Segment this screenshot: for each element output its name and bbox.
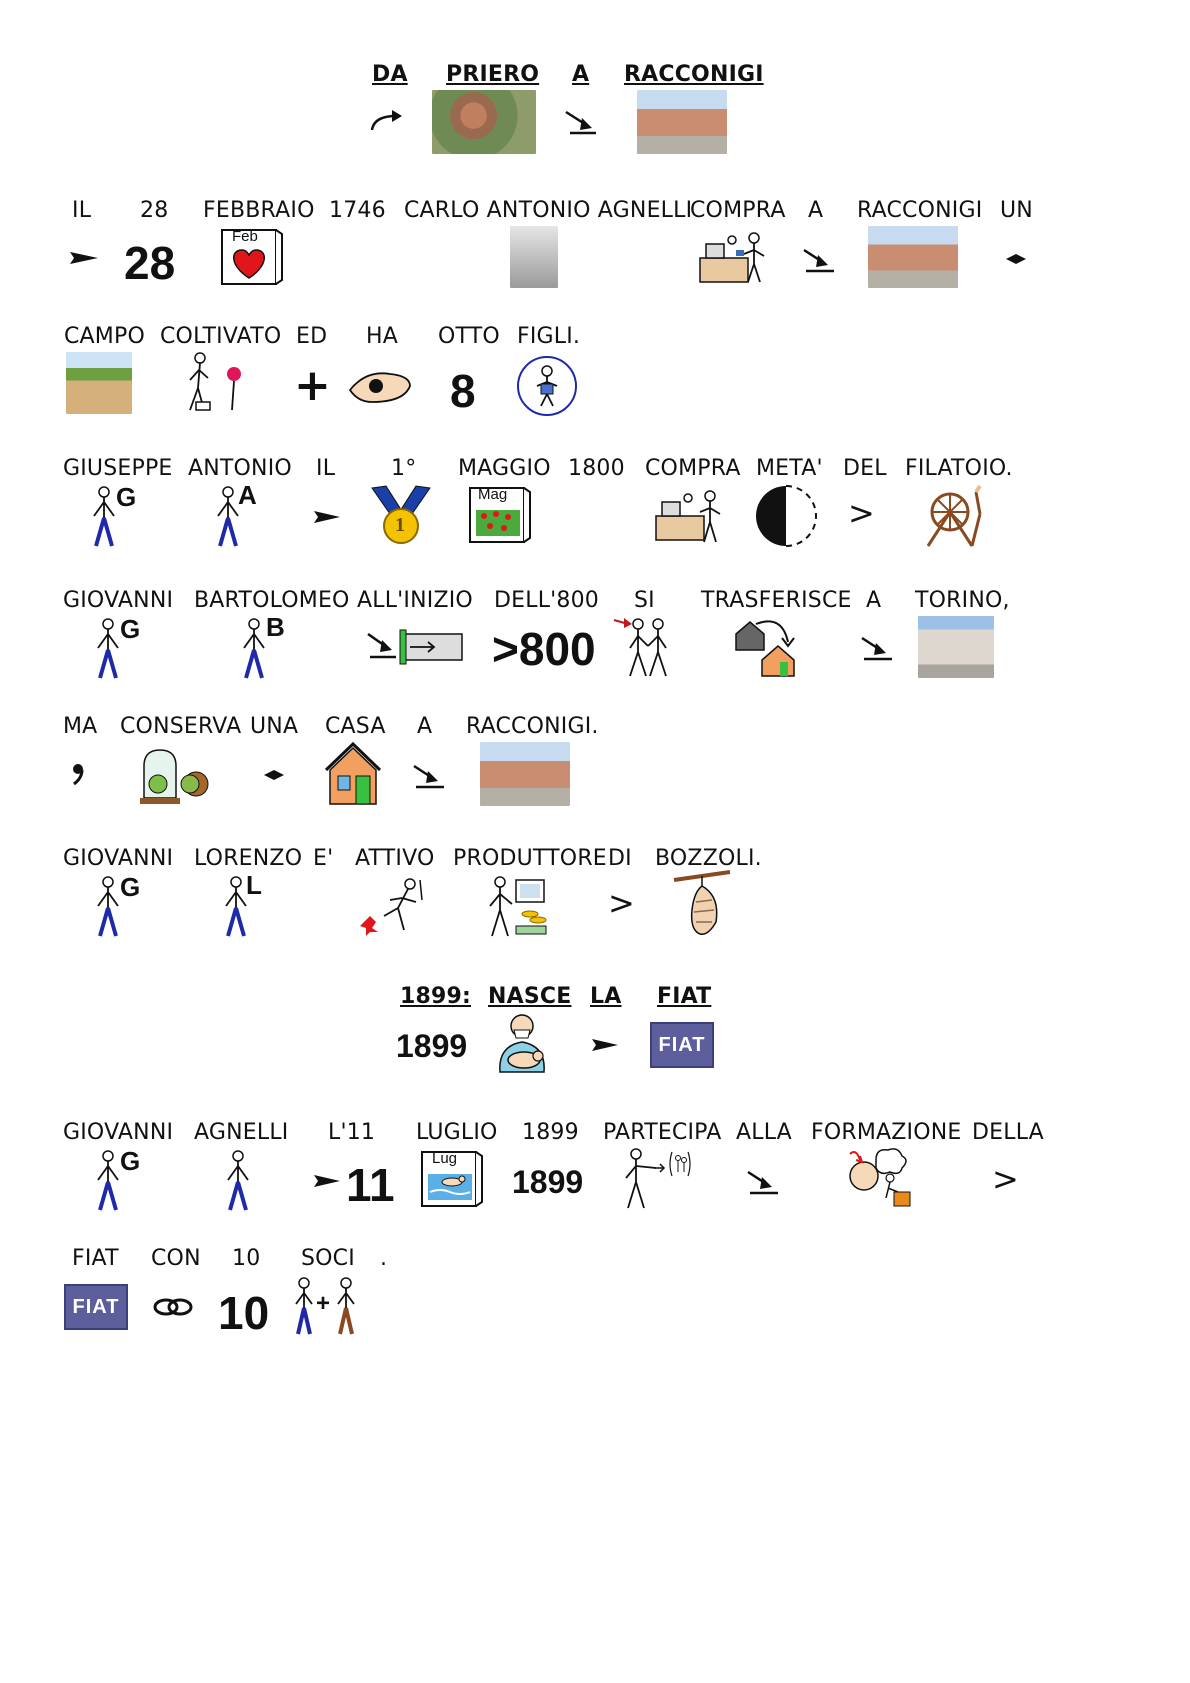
word: ALL'INIZIO [357,588,473,613]
of-marker-icon: > [608,884,635,922]
word: SOCI [301,1246,355,1271]
word: 1800 [568,456,625,481]
word: GIOVANNI [63,1120,174,1145]
plus-icon: + [294,360,331,411]
word: MAGGIO [458,456,551,481]
to-arrow-icon [800,246,836,274]
of-the-marker-icon: > [848,494,875,532]
number-800: >800 [492,623,596,675]
reflexive-si-icon [610,614,680,680]
number-28: 28 [124,237,176,289]
word: PRODUTTORE [453,846,607,871]
active-running-icon [358,876,428,936]
number-10: 10 [218,1287,270,1339]
person-a-icon: A [210,484,266,548]
word: BARTOLOMEO [194,588,350,613]
word: GIUSEPPE [63,456,173,481]
word: . [380,1246,388,1271]
title-word: RACCONIGI [624,62,764,87]
priero-photo [432,90,536,154]
word: FIGLI. [517,324,581,349]
person-icon [220,1148,260,1212]
word: CONSERVA [120,714,242,739]
from-arrow-icon [366,104,406,134]
word: OTTO [438,324,500,349]
buy-counter-icon [698,230,768,286]
word: BOZZOLI. [655,846,762,871]
house-icon [320,740,386,806]
comma-but-icon [70,762,86,786]
title-word: 1899: [400,984,472,1009]
participate-icon [620,1146,694,1210]
racconigi-photo [480,742,570,806]
torino-palace-photo [918,616,994,678]
word: GIOVANNI [63,588,174,613]
grow-flower-icon [180,350,250,416]
fiat-logo: FIAT [64,1284,128,1330]
word: ED [296,324,328,349]
word: COLTIVATO [160,324,282,349]
word: COMPRA [690,198,786,223]
to-arrow-icon [744,1168,780,1196]
article-pointer-icon [68,248,100,268]
word: FIAT [72,1246,119,1271]
person-l-icon: L [218,874,274,938]
first-medal-icon: 1 [368,484,434,548]
at-beginning-icon [364,628,464,666]
calendar-may-icon: Mag [468,484,532,546]
word: 1746 [329,198,386,223]
article-pointer-icon [312,1172,342,1190]
word: 1899 [522,1120,579,1145]
agnelli-portrait-photo [510,226,558,288]
preserve-jar-icon [138,746,210,806]
calendar-feb-icon: Feb [220,226,282,286]
word: AGNELLI [194,1120,289,1145]
word: LORENZO [194,846,303,871]
title-word: NASCE [488,984,572,1009]
word: IL [72,198,92,223]
year-1899: 1899 [512,1164,584,1200]
of-the-marker-icon: > [992,1160,1019,1198]
word: 28 [140,198,169,223]
article-pointer-icon [590,1036,620,1054]
word: TORINO, [915,588,1010,613]
number-8: 8 [450,365,476,417]
word: ANTONIO [188,456,292,481]
born-baby-icon [494,1012,552,1076]
word: RACCONIGI [857,198,983,223]
word: A [417,714,433,739]
word: FORMAZIONE [811,1120,962,1145]
word: A [808,198,824,223]
word: COMPRA [645,456,741,481]
half-circle-icon [752,484,820,548]
spinning-wheel-icon [922,484,988,548]
word: UN [1000,198,1033,223]
word: HA [366,324,398,349]
word: CON [151,1246,201,1271]
word: DI [608,846,632,871]
word: A [866,588,882,613]
move-house-icon [732,614,800,678]
racconigi-photo [868,226,958,288]
to-arrow-icon [562,108,600,136]
title-word: LA [590,984,622,1009]
word: SI [634,588,655,613]
word: CAMPO [64,324,145,349]
calendar-july-icon: Lug [420,1148,484,1210]
to-arrow-icon [410,762,446,790]
title-word: A [572,62,590,87]
word: FILATOIO. [905,456,1013,481]
person-g-icon: G [90,1148,146,1212]
field-photo [66,352,132,414]
title-word: PRIERO [446,62,540,87]
racconigi-photo [637,90,727,154]
child-circle-icon [515,354,579,418]
word: LUGLIO [416,1120,498,1145]
word: IL [316,456,336,481]
word: GIOVANNI [63,846,174,871]
producer-icon [486,874,552,938]
person-g-icon: G [90,616,146,680]
word: DEL [843,456,887,481]
article-pointer-icon [312,508,342,526]
word: DELL'800 [494,588,599,613]
person-g-icon: G [86,484,142,548]
have-hand-icon [348,364,414,406]
person-b-icon: B [236,616,292,680]
article-marker-icon [1004,252,1028,266]
fiat-logo: FIAT [650,1022,714,1068]
word: CASA [325,714,386,739]
title-word: DA [372,62,408,87]
with-rings-icon [152,1296,194,1318]
word: CARLO ANTONIO AGNELLI [404,198,693,223]
word: DELLA [972,1120,1044,1145]
word: TRASFERISCE [701,588,852,613]
word: UNA [250,714,299,739]
word: RACCONIGI. [466,714,599,739]
word: ATTIVO [355,846,435,871]
word: META' [756,456,823,481]
word: FEBBRAIO [203,198,315,223]
partners-icon: + [292,1276,362,1336]
word: PARTECIPA [603,1120,722,1145]
word: ALLA [736,1120,792,1145]
word: L'11 [328,1120,376,1145]
to-arrow-icon [858,634,894,662]
cocoon-icon [672,870,734,938]
person-g-icon: G [90,874,146,938]
word: 10 [232,1246,261,1271]
year-1899: 1899 [396,1028,468,1064]
title-word: FIAT [657,984,712,1009]
article-marker-icon [262,768,286,782]
formation-icon [846,1146,914,1212]
word: MA [63,714,98,739]
buy-counter-icon [654,488,724,546]
word: E' [313,846,334,871]
number-11: 11 [346,1159,395,1211]
word: 1° [391,456,417,481]
